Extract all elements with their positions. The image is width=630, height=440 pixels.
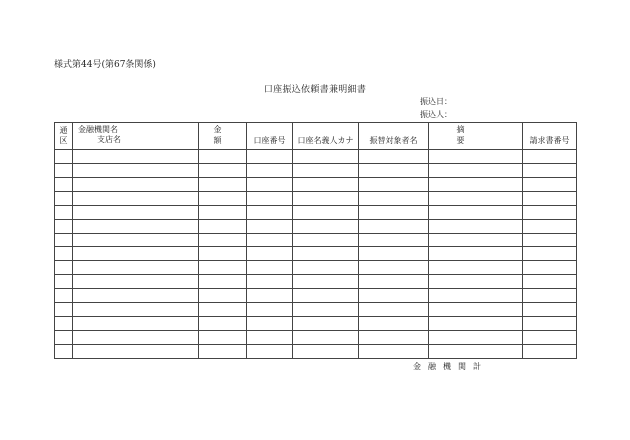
cell-bank xyxy=(73,261,199,275)
header-seq xyxy=(55,123,73,150)
cell-invoice-number xyxy=(523,303,577,317)
cell-seq xyxy=(55,289,73,303)
cell-invoice-number xyxy=(523,233,577,247)
cell-summary xyxy=(429,344,523,358)
cell-summary xyxy=(429,303,523,317)
cell-invoice-number xyxy=(523,205,577,219)
cell-invoice-number xyxy=(523,219,577,233)
table-row xyxy=(55,344,577,358)
cell-account-number xyxy=(247,275,293,289)
cell-account-kana xyxy=(293,233,359,247)
cell-amount xyxy=(199,289,247,303)
cell-seq xyxy=(55,205,73,219)
cell-bank xyxy=(73,219,199,233)
table-row xyxy=(55,219,577,233)
table-row xyxy=(55,289,577,303)
cell-bank xyxy=(73,150,199,164)
transfer-detail-table xyxy=(54,122,577,359)
table-row xyxy=(55,330,577,344)
header-amount: 金 額 xyxy=(199,123,247,150)
cell-account-kana xyxy=(293,163,359,177)
cell-account-number xyxy=(247,247,293,261)
cell-summary xyxy=(429,261,523,275)
cell-account-number xyxy=(247,344,293,358)
header-account-number: 口座番号 xyxy=(247,123,293,150)
form-number: 様式第44号(第67条関係) xyxy=(54,60,156,70)
cell-account-number xyxy=(247,177,293,191)
cell-invoice-number xyxy=(523,344,577,358)
cell-transfer-target xyxy=(359,303,429,317)
cell-summary xyxy=(429,191,523,205)
payer-label: 振込人： xyxy=(420,110,452,119)
cell-account-kana xyxy=(293,247,359,261)
cell-transfer-target xyxy=(359,150,429,164)
cell-invoice-number xyxy=(523,191,577,205)
cell-summary xyxy=(429,150,523,164)
table-row xyxy=(55,275,577,289)
header-branch-name: 支店名 xyxy=(97,135,121,144)
cell-bank xyxy=(73,247,199,261)
cell-summary xyxy=(429,275,523,289)
cell-bank xyxy=(73,191,199,205)
cell-account-kana xyxy=(293,317,359,331)
header-bank-name: 金融機関名 xyxy=(78,125,118,134)
cell-amount xyxy=(199,233,247,247)
table-header-row xyxy=(55,123,577,150)
financial-institution-total-label: 金融機関計 xyxy=(413,362,488,371)
cell-transfer-target xyxy=(359,247,429,261)
cell-transfer-target xyxy=(359,344,429,358)
cell-summary xyxy=(429,205,523,219)
cell-account-kana xyxy=(293,191,359,205)
cell-summary xyxy=(429,289,523,303)
cell-account-kana xyxy=(293,205,359,219)
cell-account-kana xyxy=(293,177,359,191)
cell-amount xyxy=(199,163,247,177)
table-row xyxy=(55,261,577,275)
cell-invoice-number xyxy=(523,261,577,275)
cell-account-number xyxy=(247,191,293,205)
cell-amount xyxy=(199,275,247,289)
cell-transfer-target xyxy=(359,163,429,177)
cell-bank xyxy=(73,275,199,289)
cell-invoice-number xyxy=(523,150,577,164)
cell-seq xyxy=(55,233,73,247)
cell-amount xyxy=(199,191,247,205)
table-row xyxy=(55,247,577,261)
cell-seq xyxy=(55,317,73,331)
cell-amount xyxy=(199,344,247,358)
cell-invoice-number xyxy=(523,330,577,344)
cell-transfer-target xyxy=(359,317,429,331)
table-row xyxy=(55,233,577,247)
cell-amount xyxy=(199,205,247,219)
cell-amount xyxy=(199,261,247,275)
table-row xyxy=(55,191,577,205)
cell-account-number xyxy=(247,289,293,303)
cell-seq xyxy=(55,191,73,205)
cell-account-kana xyxy=(293,275,359,289)
cell-account-number xyxy=(247,303,293,317)
header-bank xyxy=(73,123,199,150)
cell-seq xyxy=(55,163,73,177)
cell-account-number xyxy=(247,261,293,275)
cell-account-number xyxy=(247,219,293,233)
cell-amount xyxy=(199,303,247,317)
cell-bank xyxy=(73,289,199,303)
cell-seq xyxy=(55,247,73,261)
cell-summary xyxy=(429,317,523,331)
header-seq-line1: 通 xyxy=(59,126,68,135)
cell-bank xyxy=(73,163,199,177)
cell-seq xyxy=(55,150,73,164)
cell-summary xyxy=(429,219,523,233)
cell-account-number xyxy=(247,317,293,331)
table-row xyxy=(55,205,577,219)
cell-amount xyxy=(199,317,247,331)
cell-summary xyxy=(429,177,523,191)
cell-transfer-target xyxy=(359,330,429,344)
cell-account-kana xyxy=(293,289,359,303)
cell-account-kana xyxy=(293,150,359,164)
cell-summary xyxy=(429,330,523,344)
cell-bank xyxy=(73,205,199,219)
cell-invoice-number xyxy=(523,275,577,289)
cell-transfer-target xyxy=(359,205,429,219)
cell-bank xyxy=(73,303,199,317)
cell-account-kana xyxy=(293,330,359,344)
cell-invoice-number xyxy=(523,317,577,331)
cell-amount xyxy=(199,177,247,191)
cell-transfer-target xyxy=(359,191,429,205)
cell-account-kana xyxy=(293,303,359,317)
header-transfer-target: 振替対象者名 xyxy=(359,123,429,150)
cell-transfer-target xyxy=(359,219,429,233)
cell-amount xyxy=(199,330,247,344)
cell-bank xyxy=(73,330,199,344)
header-account-kana: 口座名義人カナ xyxy=(293,123,359,150)
cell-summary xyxy=(429,163,523,177)
cell-transfer-target xyxy=(359,289,429,303)
header-invoice-number: 請求書番号 xyxy=(523,123,577,150)
cell-seq xyxy=(55,330,73,344)
header-summary: 摘 要 xyxy=(429,123,523,150)
cell-transfer-target xyxy=(359,261,429,275)
cell-account-number xyxy=(247,233,293,247)
cell-account-kana xyxy=(293,261,359,275)
table-row xyxy=(55,317,577,331)
cell-bank xyxy=(73,233,199,247)
cell-seq xyxy=(55,261,73,275)
cell-bank xyxy=(73,177,199,191)
cell-amount xyxy=(199,247,247,261)
cell-account-kana xyxy=(293,219,359,233)
cell-seq xyxy=(55,275,73,289)
cell-transfer-target xyxy=(359,177,429,191)
cell-transfer-target xyxy=(359,233,429,247)
cell-seq xyxy=(55,219,73,233)
cell-account-number xyxy=(247,163,293,177)
table-row xyxy=(55,163,577,177)
cell-invoice-number xyxy=(523,177,577,191)
cell-amount xyxy=(199,219,247,233)
cell-amount xyxy=(199,150,247,164)
cell-transfer-target xyxy=(359,275,429,289)
cell-account-number xyxy=(247,150,293,164)
cell-account-number xyxy=(247,330,293,344)
cell-invoice-number xyxy=(523,163,577,177)
table-row xyxy=(55,177,577,191)
cell-seq xyxy=(55,303,73,317)
cell-bank xyxy=(73,344,199,358)
cell-bank xyxy=(73,317,199,331)
cell-summary xyxy=(429,247,523,261)
table-row xyxy=(55,150,577,164)
cell-invoice-number xyxy=(523,247,577,261)
transfer-date-label: 振込日： xyxy=(420,97,452,106)
cell-seq xyxy=(55,344,73,358)
cell-invoice-number xyxy=(523,289,577,303)
header-seq-line2: 区 xyxy=(59,136,68,145)
cell-account-kana xyxy=(293,344,359,358)
cell-seq xyxy=(55,177,73,191)
document-title: 口座振込依頼書兼明細書 xyxy=(263,85,367,95)
table-row xyxy=(55,303,577,317)
cell-summary xyxy=(429,233,523,247)
cell-account-number xyxy=(247,205,293,219)
